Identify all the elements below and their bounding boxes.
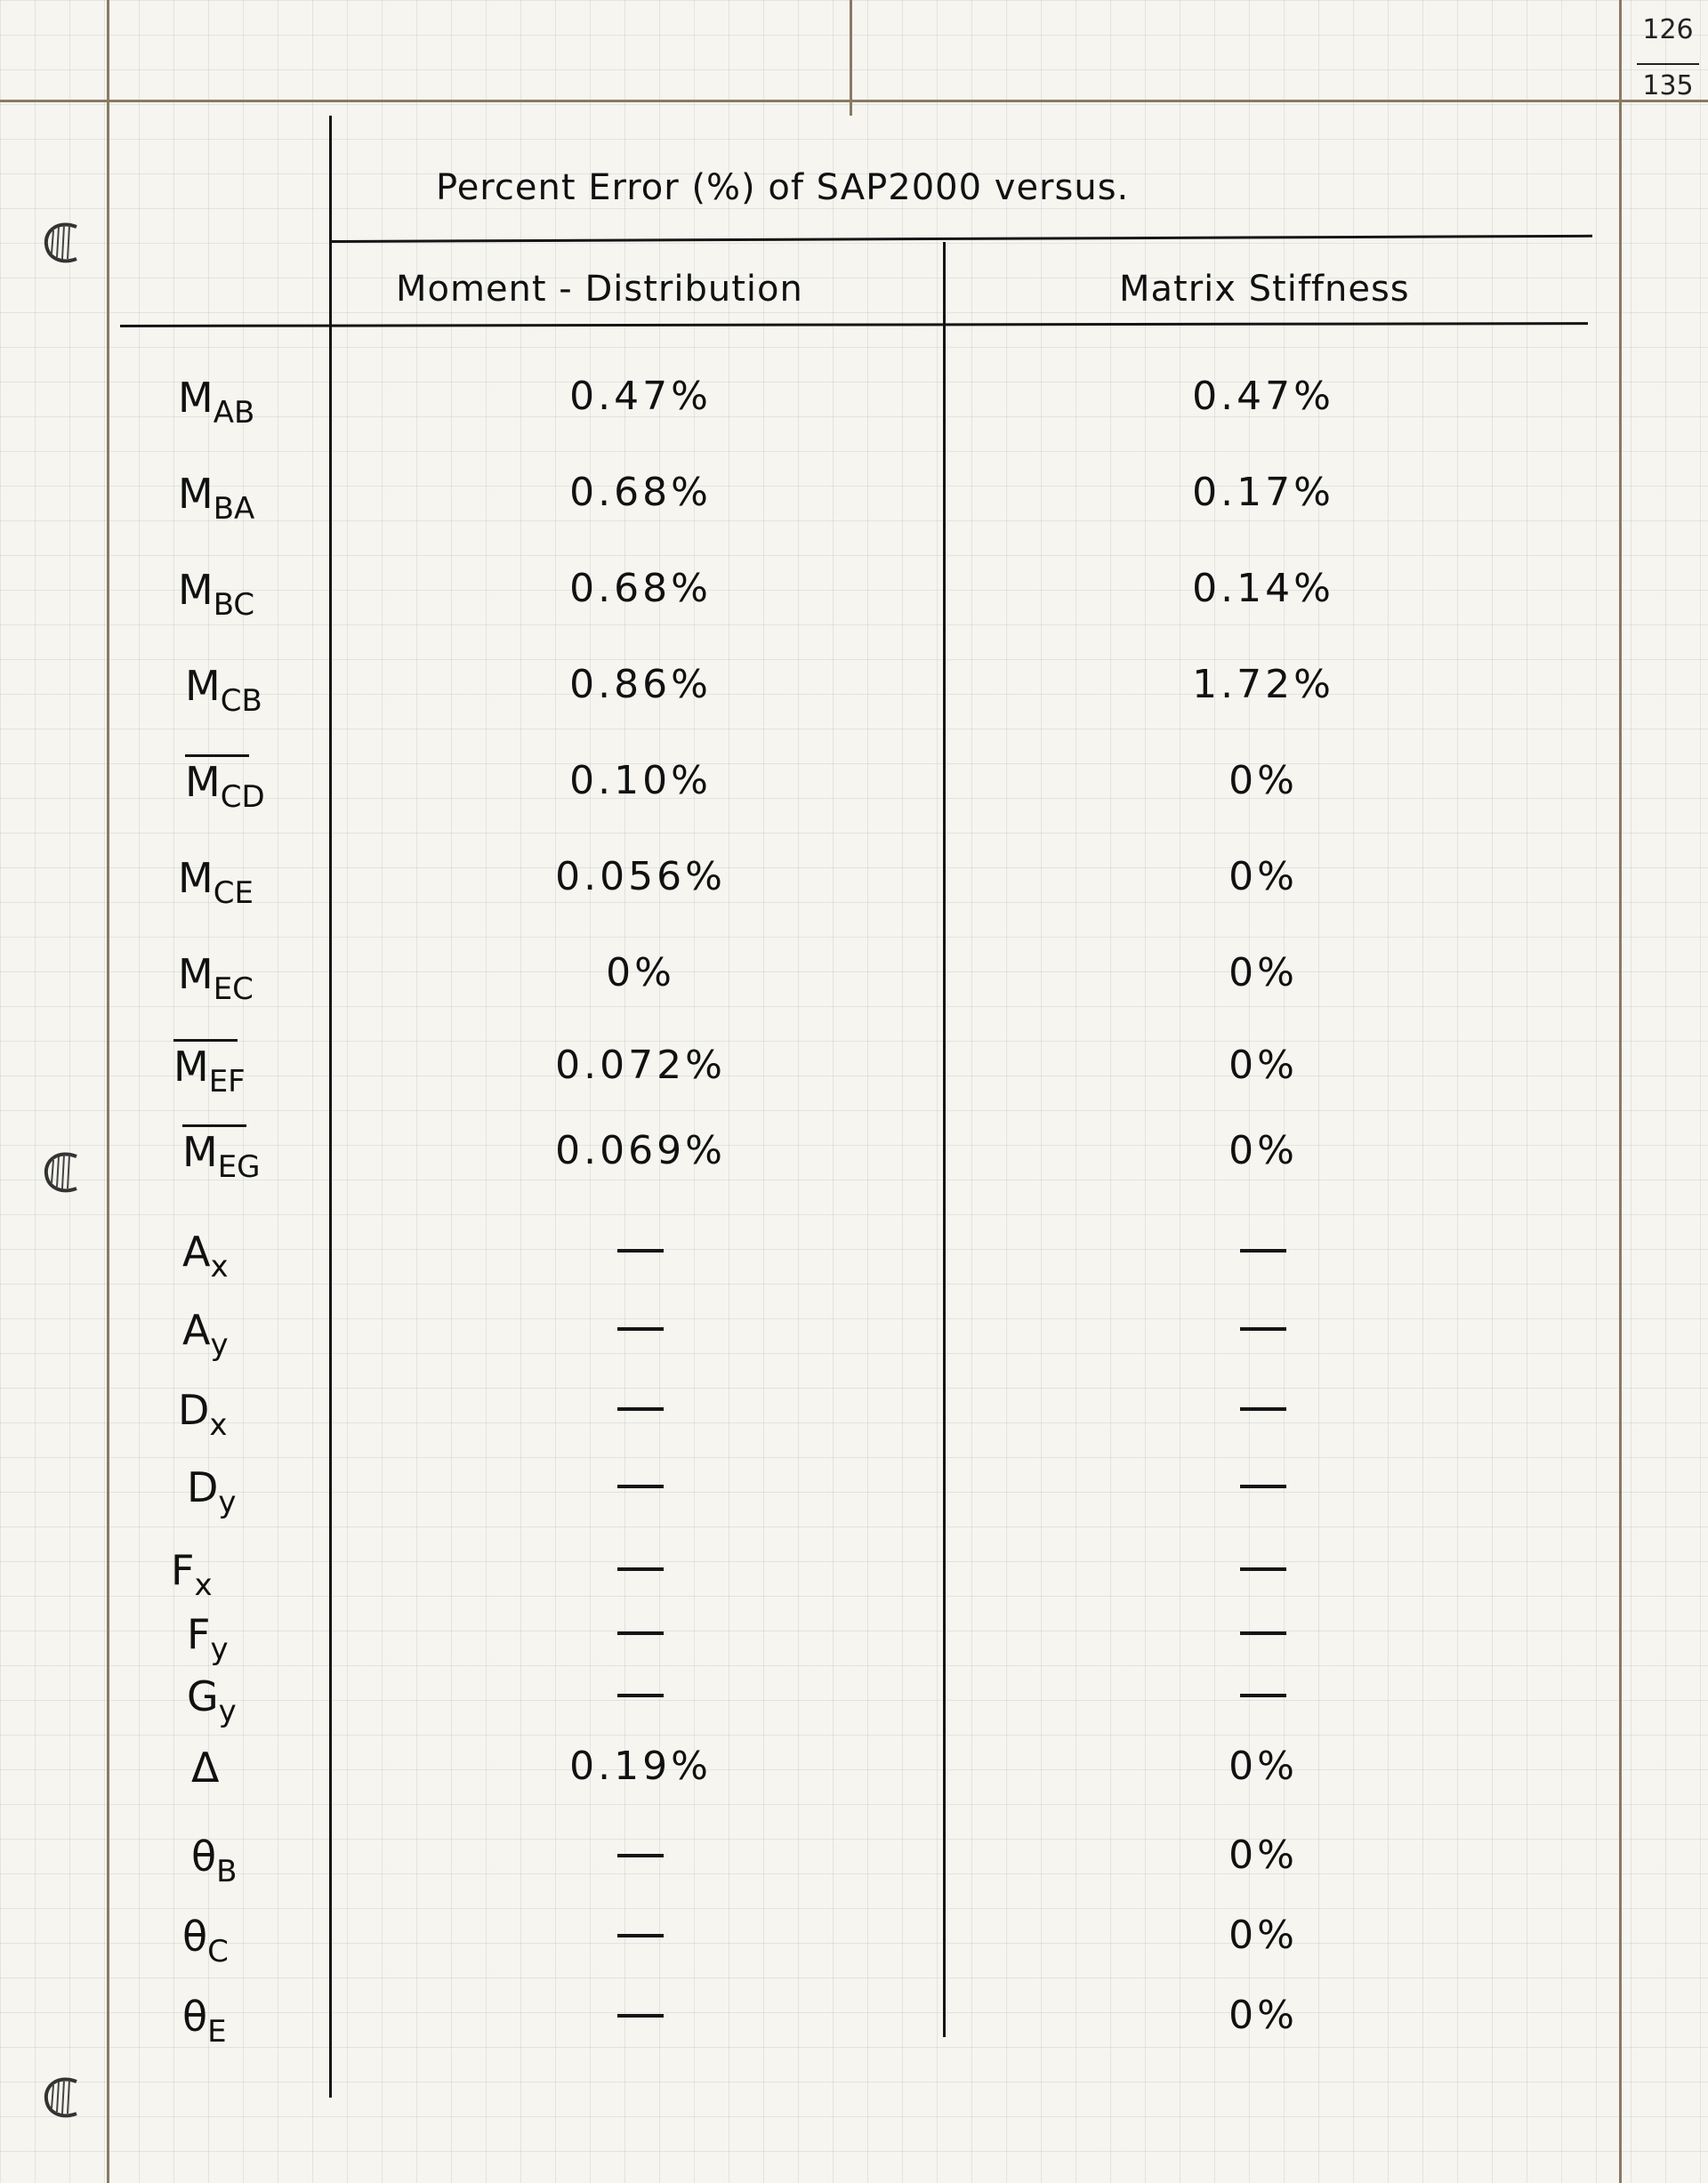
row-label <box>182 1306 229 1363</box>
matrix-stiffness-value-dash <box>1240 1407 1286 1411</box>
row-subscript: y <box>218 1694 237 1729</box>
row-subscript: EC <box>213 971 254 1007</box>
row-label <box>171 1546 213 1603</box>
matrix-stiffness-value: 0% <box>1229 1993 1298 2038</box>
moment-distribution-value: 0.86% <box>569 662 712 707</box>
binder-hole-icon <box>41 1148 82 1196</box>
moment-distribution-value: 0.19% <box>569 1744 712 1789</box>
row-label <box>178 854 254 911</box>
row-symbol: Δ <box>191 1744 220 1792</box>
matrix-stiffness-value-dash <box>1240 1249 1286 1253</box>
row-symbol: M <box>178 374 214 422</box>
row-label <box>187 1672 237 1729</box>
header-top-line <box>329 235 1592 243</box>
matrix-stiffness-value: 0% <box>1229 1043 1298 1088</box>
column-header-matrix-stiffness: Matrix Stiffness <box>1119 269 1410 310</box>
row-subscript: x <box>194 1567 213 1603</box>
matrix-stiffness-value: 0% <box>1229 1913 1298 1958</box>
moment-distribution-value-dash <box>617 1934 664 1937</box>
row-symbol: A <box>182 1228 211 1276</box>
overbar-mark <box>185 754 249 757</box>
row-label <box>187 1463 237 1520</box>
row-subscript: CD <box>220 779 265 815</box>
moment-distribution-value: 0.069% <box>555 1128 726 1173</box>
row-symbol: M <box>173 1043 209 1091</box>
row-label <box>187 1610 229 1667</box>
top-divider-rule <box>850 0 852 116</box>
row-label <box>185 758 265 815</box>
row-subscript: CB <box>220 683 262 719</box>
row-label <box>182 1993 227 2050</box>
row-symbol: M <box>185 758 221 806</box>
row-subscript: EG <box>217 1149 261 1185</box>
row-label <box>173 1043 246 1100</box>
matrix-stiffness-value: 0% <box>1229 854 1298 899</box>
page-number-top: 126 <box>1642 14 1694 45</box>
row-symbol: M <box>178 470 214 518</box>
matrix-stiffness-value: 0% <box>1229 950 1298 995</box>
moment-distribution-value-dash <box>617 1854 664 1857</box>
moment-distribution-value: 0.056% <box>555 854 726 899</box>
moment-distribution-value: 0.47% <box>569 374 712 419</box>
row-label <box>182 1128 261 1185</box>
moment-distribution-value-dash <box>617 1485 664 1488</box>
column-header-moment-distribution: Moment - Distribution <box>396 269 803 310</box>
matrix-stiffness-value-dash <box>1240 1631 1286 1635</box>
row-symbol: M <box>178 950 214 998</box>
overbar-mark <box>173 1039 238 1042</box>
row-symbol: A <box>182 1306 211 1354</box>
row-label <box>191 1833 237 1889</box>
matrix-stiffness-value: 0.14% <box>1192 566 1334 611</box>
left-margin-rule <box>107 0 109 2183</box>
top-horizontal-rule <box>0 100 1708 102</box>
row-symbol: M <box>185 662 221 710</box>
matrix-stiffness-value: 0% <box>1229 1128 1298 1173</box>
binder-hole-icon <box>41 2073 82 2121</box>
matrix-stiffness-value: 0.17% <box>1192 470 1334 515</box>
moment-distribution-value-dash <box>617 1567 664 1571</box>
row-label <box>178 566 254 623</box>
row-subscript: CE <box>213 875 254 911</box>
matrix-stiffness-value: 0% <box>1229 1833 1298 1878</box>
row-symbol: G <box>187 1672 219 1720</box>
row-subscript: EF <box>208 1064 246 1100</box>
row-subscript: y <box>210 1631 229 1667</box>
moment-distribution-value: 0.10% <box>569 758 712 803</box>
moment-distribution-value-dash <box>617 1694 664 1697</box>
matrix-stiffness-value-dash <box>1240 1694 1286 1697</box>
page-number <box>1637 14 1699 101</box>
row-symbol: θ <box>191 1833 217 1881</box>
row-subscript: AB <box>213 395 255 431</box>
matrix-stiffness-value: 1.72% <box>1192 662 1334 707</box>
matrix-stiffness-value: 0% <box>1229 1744 1298 1789</box>
row-subscript: x <box>209 1407 228 1443</box>
header-bottom-line <box>120 322 1588 327</box>
moment-distribution-value-dash <box>617 2014 664 2018</box>
moment-distribution-value: 0.68% <box>569 470 712 515</box>
row-symbol: F <box>171 1546 195 1594</box>
row-label <box>178 1386 228 1443</box>
table-left-vertical-line <box>329 116 332 2098</box>
row-symbol: θ <box>182 1913 208 1961</box>
moment-distribution-value-dash <box>617 1327 664 1331</box>
row-subscript: B <box>216 1854 238 1889</box>
row-label <box>182 1228 229 1285</box>
row-label <box>185 662 262 719</box>
overbar-mark <box>182 1124 246 1127</box>
row-subscript: E <box>207 2014 227 2050</box>
moment-distribution-value-dash <box>617 1249 664 1253</box>
moment-distribution-value: 0.072% <box>555 1043 726 1088</box>
row-symbol: M <box>178 566 214 614</box>
row-label <box>178 374 254 431</box>
table-title: Percent Error (%) of SAP2000 versus. <box>436 167 1130 208</box>
table-middle-vertical-line <box>943 242 946 2037</box>
row-subscript: x <box>210 1249 229 1285</box>
row-label <box>182 1913 229 1970</box>
row-symbol: D <box>178 1386 210 1434</box>
row-symbol: F <box>187 1610 211 1658</box>
moment-distribution-value: 0% <box>606 950 675 995</box>
matrix-stiffness-value-dash <box>1240 1485 1286 1488</box>
matrix-stiffness-value-dash <box>1240 1567 1286 1571</box>
row-symbol: M <box>178 854 214 902</box>
row-symbol: D <box>187 1463 219 1511</box>
right-margin-rule <box>1619 0 1622 2183</box>
binder-hole-icon <box>41 218 82 266</box>
row-label <box>178 950 254 1007</box>
moment-distribution-value-dash <box>617 1631 664 1635</box>
page-number-bottom: 135 <box>1637 63 1699 101</box>
matrix-stiffness-value: 0.47% <box>1192 374 1334 419</box>
row-subscript: BC <box>213 587 255 623</box>
row-subscript: y <box>218 1485 237 1520</box>
moment-distribution-value: 0.68% <box>569 566 712 611</box>
row-symbol: M <box>182 1128 218 1176</box>
row-symbol: θ <box>182 1993 208 2041</box>
moment-distribution-value-dash <box>617 1407 664 1411</box>
row-subscript: C <box>207 1934 229 1970</box>
row-subscript: y <box>210 1327 229 1363</box>
row-label <box>191 1744 219 1792</box>
matrix-stiffness-value-dash <box>1240 1327 1286 1331</box>
matrix-stiffness-value: 0% <box>1229 758 1298 803</box>
row-label <box>178 470 254 527</box>
row-subscript: BA <box>213 491 255 527</box>
